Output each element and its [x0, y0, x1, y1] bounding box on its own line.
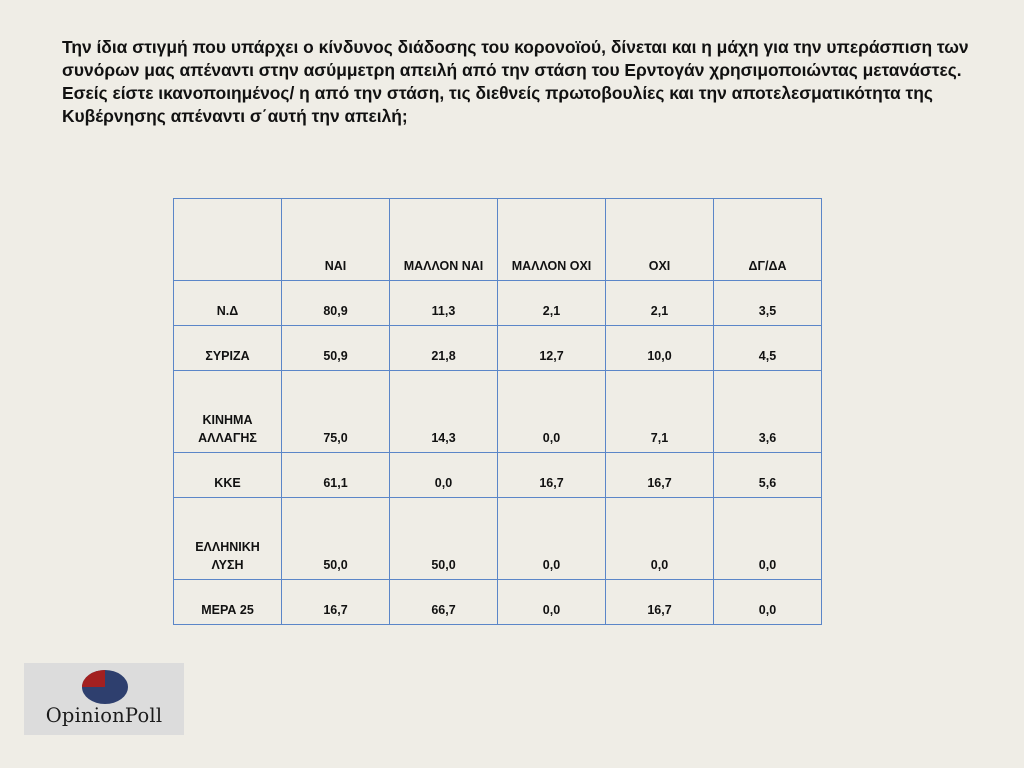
value-cell: 4,5 [714, 326, 822, 371]
value-cell: 0,0 [498, 580, 606, 625]
party-cell: ΚΚΕ [174, 453, 282, 498]
value-cell: 50,0 [282, 498, 390, 580]
value-cell: 50,0 [390, 498, 498, 580]
value-cell: 0,0 [498, 371, 606, 453]
value-cell: 12,7 [498, 326, 606, 371]
value-cell: 16,7 [606, 453, 714, 498]
value-cell: 50,9 [282, 326, 390, 371]
value-cell: 0,0 [714, 580, 822, 625]
value-cell: 2,1 [498, 281, 606, 326]
opinionpoll-logo [24, 663, 184, 735]
logo-pie-red [82, 670, 105, 687]
value-cell: 16,7 [606, 580, 714, 625]
value-cell: 3,6 [714, 371, 822, 453]
results-table [173, 198, 822, 625]
value-cell: 2,1 [606, 281, 714, 326]
value-cell: 3,5 [714, 281, 822, 326]
value-cell: 11,3 [390, 281, 498, 326]
table-header-row [174, 199, 822, 281]
table-row-syriza [174, 326, 822, 371]
table-row-kinima-allagis [174, 371, 822, 453]
value-cell: 0,0 [606, 498, 714, 580]
value-cell: 75,0 [282, 371, 390, 453]
value-cell: 61,1 [282, 453, 390, 498]
value-cell: 16,7 [282, 580, 390, 625]
value-cell: 16,7 [498, 453, 606, 498]
header-cell-dk-na: ΔΓ/ΔΑ [714, 199, 822, 281]
table-row-mera25 [174, 580, 822, 625]
value-cell: 21,8 [390, 326, 498, 371]
header-cell-no: ΟΧΙ [606, 199, 714, 281]
table-row-elliniki-lysi [174, 498, 822, 580]
party-cell: ΜΕΡΑ 25 [174, 580, 282, 625]
value-cell: 0,0 [390, 453, 498, 498]
value-cell: 0,0 [714, 498, 822, 580]
header-cell-empty [174, 199, 282, 281]
table-row-nd [174, 281, 822, 326]
opinionpoll-pie-logo-icon [79, 667, 129, 705]
logo-text: OpinionPoll [45, 704, 163, 727]
party-cell: ΕΛΛΗΝΙΚΗ ΛΥΣΗ [174, 498, 282, 580]
value-cell: 14,3 [390, 371, 498, 453]
header-cell-yes: ΝΑΙ [282, 199, 390, 281]
question-text: Την ίδια στιγμή που υπάρχει ο κίνδυνος διάδοσης του κορονοϊού, δίνεται και η μάχη για την υπεράσπιση των συνόρων μας απέναντι στην ασύμμετρη απειλή από την στάση του Ερντογάν χρησιμοποιώντας μετανάστες. Εσείς είστε ικανοποιημένος/ η από την στάση, τις διεθνείς πρωτοβουλίες και την αποτελεσματικότητα της Κυβέρνησης απέναντι σ΄αυτή την απειλή; [62, 37, 969, 126]
value-cell: 10,0 [606, 326, 714, 371]
value-cell: 5,6 [714, 453, 822, 498]
party-cell: ΣΥΡΙΖΑ [174, 326, 282, 371]
value-cell: 7,1 [606, 371, 714, 453]
value-cell: 0,0 [498, 498, 606, 580]
party-cell: ΚΙΝΗΜΑ ΑΛΛΑΓΗΣ [174, 371, 282, 453]
value-cell: 66,7 [390, 580, 498, 625]
table-row-kke [174, 453, 822, 498]
header-cell-rather-yes: ΜΑΛΛΟΝ ΝΑΙ [390, 199, 498, 281]
party-cell: Ν.Δ [174, 281, 282, 326]
value-cell: 80,9 [282, 281, 390, 326]
header-cell-rather-no: ΜΑΛΛΟΝ ΟΧΙ [498, 199, 606, 281]
